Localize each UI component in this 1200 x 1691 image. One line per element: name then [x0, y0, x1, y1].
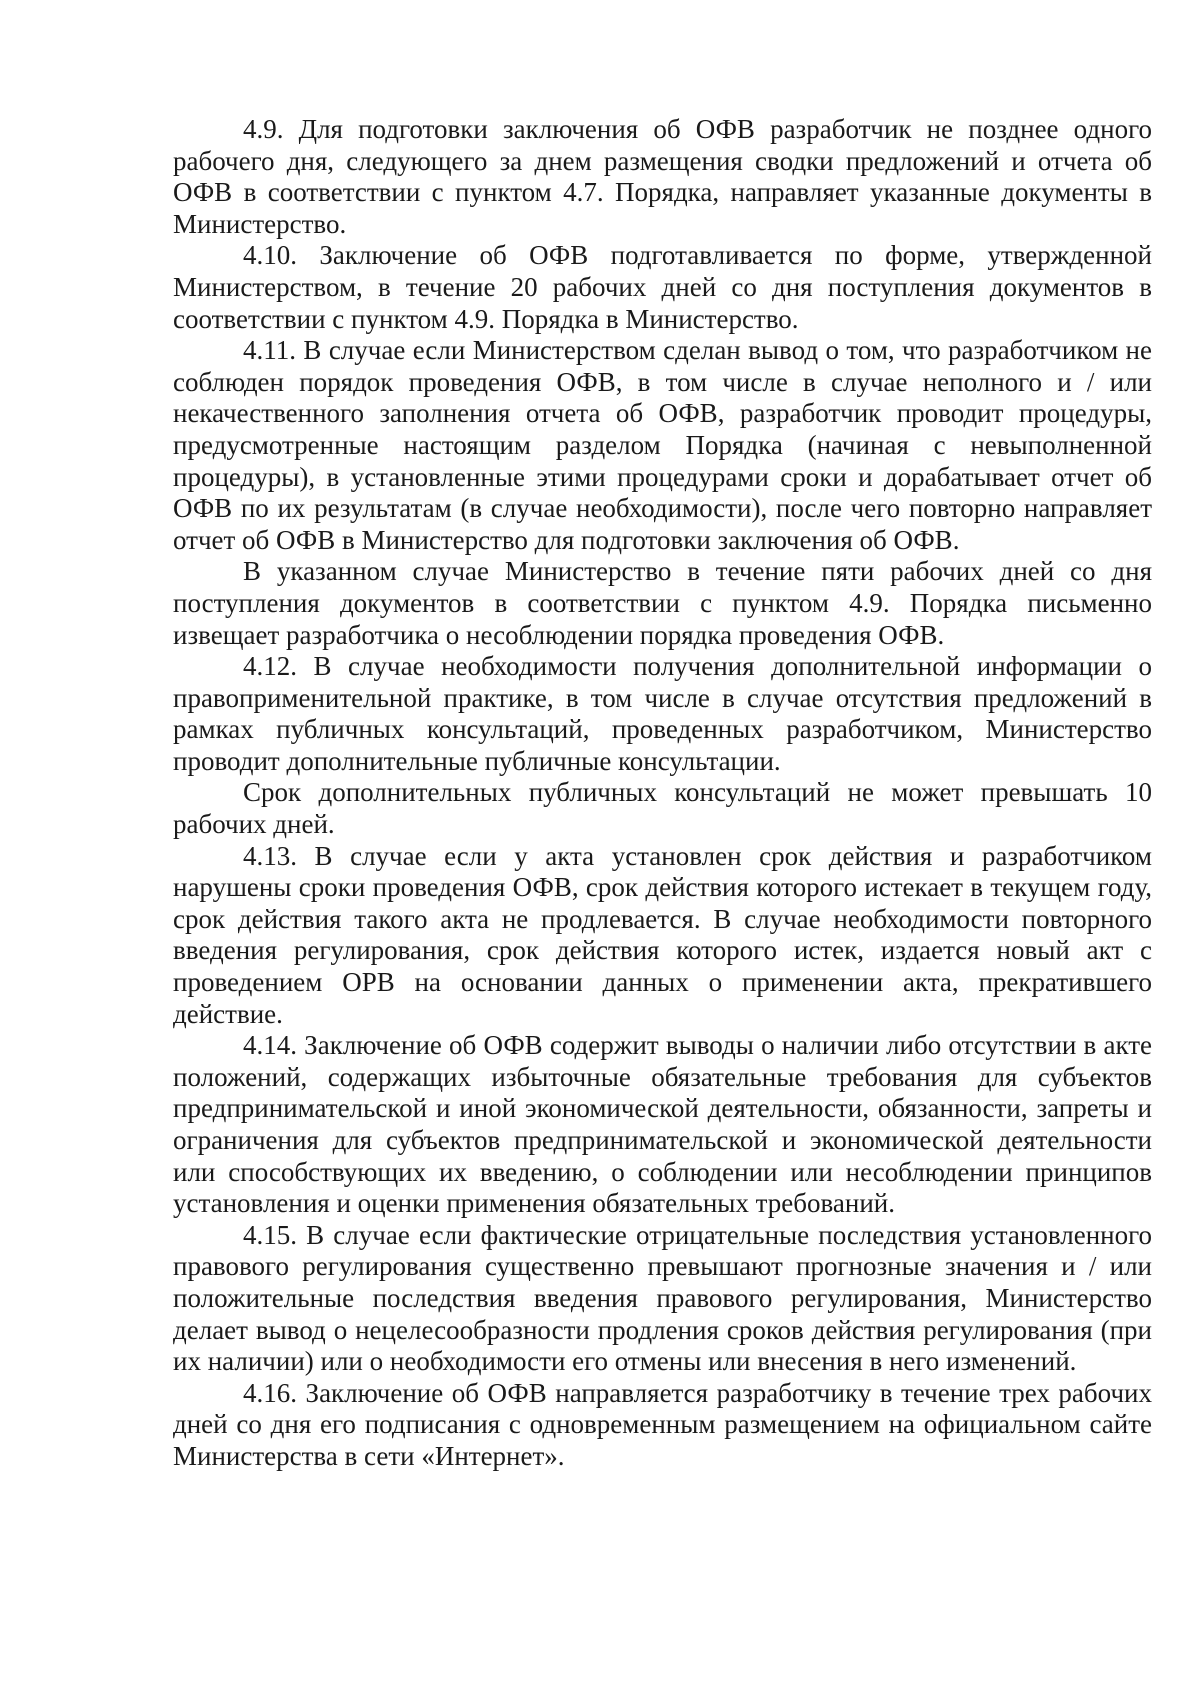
- paragraph-4-10: 4.10. Заключение об ОФВ подготавливается по форме, утвержденной Министерством, в течение 20 рабочих дней со дня поступления документов в соответствии с пунктом 4.9. Порядка в Министерство.: [173, 240, 1152, 334]
- document-body: [173, 114, 1152, 1473]
- paragraph-4-13: 4.13. В случае если у акта установлен срок действия и разработчиком нарушены сроки проведения ОФВ, срок действия которого истекает в текущем году, срок действия такого акта не продлевается. В случае необходимости повторного введения регулирования, срок действия которого истек, издается новый акт с проведением ОРВ на основании данных о применении акта, прекратившего действие.: [173, 840, 1152, 1029]
- paragraph-4-14: 4.14. Заключение об ОФВ содержит выводы о наличии либо отсутствии в акте положений, содержащих избыточные обязательные требования для субъектов предпринимательской и иной экономической деятельности, обязанности, запреты и ограничения для субъектов предпринимательской и экономической деятельности или способствующих их введению, о соблюдении или несоблюдении принципов установления и оценки применения обязательных требований.: [173, 1030, 1152, 1219]
- paragraph-4-16: 4.16. Заключение об ОФВ направляется разработчику в течение трех рабочих дней со дня его подписания с одновременным размещением на официальном сайте Министерства в сети «Интернет».: [173, 1377, 1152, 1471]
- paragraph-4-9: 4.9. Для подготовки заключения об ОФВ разработчик не позднее одного рабочего дня, следующего за днем размещения сводки предложений и отчета об ОФВ в соответствии с пунктом 4.7. Порядка, направляет указанные документы в Министерство.: [173, 114, 1152, 239]
- paragraph-4-11: 4.11. В случае если Министерством сделан вывод о том, что разработчиком не соблюден порядок проведения ОФВ, в том числе в случае неполного и / или некачественного заполнения отчета об ОФВ, разработчик проводит процедуры, предусмотренные настоящим разделом Порядка (начиная с невыполненной процедуры), в установленные этими процедурами сроки и дорабатывает отчет об ОФВ по их результатам (в случае необходимости), после чего повторно направляет отчет об ОФВ в Министерство для подготовки заключения об ОФВ.: [173, 335, 1152, 555]
- paragraph-4-15: 4.15. В случае если фактические отрицательные последствия установленного правового регулирования существенно превышают прогнозные значения и / или положительные последствия введения правового регулирования, Министерство делает вывод о нецелесообразности продления сроков действия регулирования (при их наличии) или о необходимости его отмены или внесения в него изменений.: [173, 1219, 1152, 1377]
- paragraph-4-12: 4.12. В случае необходимости получения дополнительной информации о правоприменительной практике, в том числе в случае отсутствия предложений в рамках публичных консультаций, проведенных разработчиком, Министерство проводит дополнительные публичные консультации.: [173, 651, 1152, 776]
- paragraph-4-12-term: Срок дополнительных публичных консультаций не может превышать 10 рабочих дней.: [173, 777, 1152, 840]
- paragraph-4-11-notice: В указанном случае Министерство в течение пяти рабочих дней со дня поступления документов в соответствии с пунктом 4.9. Порядка письменно извещает разработчика о несоблюдении порядка проведения ОФВ.: [173, 556, 1152, 650]
